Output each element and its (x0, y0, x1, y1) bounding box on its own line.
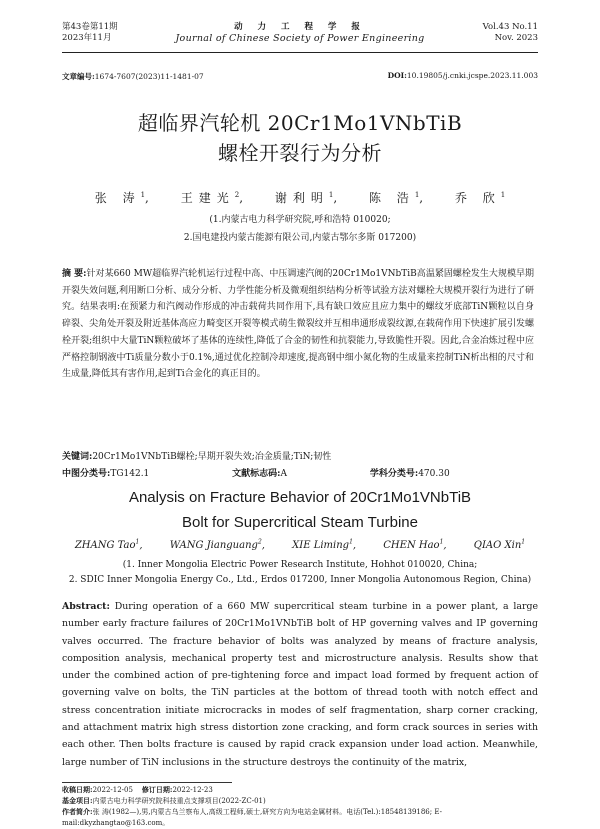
article-number: 文章编号:1674-7607(2023)11-1481-07 (62, 72, 204, 81)
author-en: CHEN Hao$^1$, (383, 539, 447, 552)
title-zh (0, 108, 600, 168)
header-right (483, 22, 538, 44)
journal-name-en: Journal of Chinese Society of Power Engineering (175, 33, 425, 44)
header-divider (62, 52, 538, 53)
journal-name-zh: 动 力 工 程 学 报 (234, 22, 366, 32)
doi[interactable]: DOI:10.19805/j.cnki.jcspe.2023.11.003 (387, 71, 538, 80)
header-center (62, 22, 538, 44)
classification-zh (62, 466, 538, 479)
title-en (0, 485, 600, 535)
document-code: 文献标志码:A (232, 469, 287, 479)
affiliation-zh-1: (1.内蒙古电力科学研究院,呼和浩特 010020; (209, 215, 391, 225)
author-zh: 谢利明$^1$, (274, 191, 344, 205)
abstract-zh-text: 针对某660 MW超临界汽轮机运行过程中高、中压调速汽阀的20Cr1Mo1VNbTiB高温紧固螺栓发生大规模早期开裂失效问题,利用断口分析、成分分析、力学性能分析及微观组织结构分析等试验方法对螺栓大规模开裂行为进行了研究。结果表明:在预紧力和汽阀动作形成的冲击载荷共同作用下,具有缺口效应且应力集中的螺纹牙底部TiN颗粒以自身碎裂、尖角处开裂及附近基体高应力畸变区开裂等模式萌生微裂纹并互相串通形成裂纹源,在载荷作用下快速扩展引发螺栓开裂;组织中大量TiN颗粒破坏了基体的连续性,降低了合金的韧性和抗裂能力,导致脆性开裂。因此,合金冶炼过程中应严格控制钢液中Ti质量分数小于0.1%,通过优化控制冷却速度,提高钢中细小氮化物的生成量来控制TiN析出相的尺寸和生成量,降低其有害作用,起到Ti合金化的真正目的。 (62, 269, 534, 380)
author-en: WANG Jianguang$^2$, (169, 539, 265, 552)
title-en-line1: Analysis on Fracture Behavior of 20Cr1Mo1VNbTiB (128, 489, 472, 506)
authors-en (0, 539, 600, 551)
affiliation-en-1: (1. Inner Mongolia Electric Power Research Institute, Hohhot 010020, China; (122, 560, 478, 570)
author-en: QIAO Xin$^1$ (473, 539, 526, 552)
author-zh: 乔 欣$^1$ (454, 191, 506, 205)
keywords-zh: 关键词:20Cr1Mo1VNbTiB螺栓;早期开裂失效;冶金质量;TiN;韧性 (62, 452, 332, 462)
author-en: XIE Liming$^1$, (292, 539, 357, 552)
footnote-divider (62, 782, 232, 783)
running-header (62, 22, 538, 52)
abstract-zh (62, 266, 534, 383)
author-zh: 王建光$^2$, (180, 191, 250, 205)
volume-en: Vol.43 No.11 (482, 22, 538, 32)
abstract-en-text: During operation of a 660 MW supercritical steam turbine in a power plant, a large number early fracture failures of 20Cr1Mo1VNbTiB bolt of HP governing valves and IP governing valves occurred. The fracture behavior of bolts was analyzed by means of fracture analysis, composition analysis, mechanical property test and microstructure analysis. Results show that under the combined action of pre-tightening force and impact load formed by frequent action of governing valve on bolts, the TiN particles at the bottom of thread tooth with notch effect and stress concentration initiate microcracks in modes of self fragmentation, sharp corner cracking, and attachment matrix high stress distortion zone cracking, and form crack sources in series with each other. Then bolts fracture is caused by rapid crack expansion under load action. Meanwhile, large number of TiN inclusions in the structure destroys the continuity of the matrix, (62, 601, 538, 768)
abstract-en-label: Abstract: (62, 601, 110, 612)
footnote-dates: 收稿日期:2022-12-05 修订日期:2022-12-23 (62, 785, 213, 794)
title-zh-line1: 超临界汽轮机 20Cr1Mo1VNbTiB (137, 111, 463, 135)
author-en: ZHANG Tao$^1$, (74, 539, 143, 552)
affiliation-zh-2: 2.国电建投内蒙古能源有限公司,内蒙古鄂尔多斯 017200) (183, 233, 417, 243)
author-zh: 张 涛$^1$, (94, 191, 155, 205)
date-zh: 2023年11月 (62, 33, 112, 43)
affiliation-en-2: 2. SDIC Inner Mongolia Energy Co., Ltd., Erdos 017200, Inner Mongolia Autonomous Region, China) (68, 575, 532, 585)
abstract-zh-label: 摘 要: (62, 269, 87, 279)
author-zh: 陈 浩$^1$, (368, 191, 430, 205)
date-en: Nov. 2023 (494, 33, 538, 43)
clc-number: 中图分类号:TG142.1 (62, 469, 150, 479)
title-en-line2: Bolt for Supercritical Steam Turbine (182, 514, 418, 531)
volume-zh: 第43卷第11期 (62, 22, 118, 32)
footnote-fund: 基金项目:内蒙古电力科学研究院科技重点支撑项目(2022-ZC-01) (62, 796, 266, 805)
author-email[interactable]: E-mail:dkyzhangtao@163.com。 (62, 808, 442, 827)
subject-code: 学科分类号:470.30 (369, 469, 450, 479)
authors-zh (0, 189, 600, 206)
title-zh-line2: 螺栓开裂行为分析 (218, 141, 382, 165)
footnote-author: 作者简介:张 涛(1982—),男,内蒙古乌兰察布人,高级工程师,硕士,研究方向为电站金属材料。电话(Tel.):18548139186; E-mail:dkyzhangtao@163.com。 (62, 807, 442, 827)
abstract-en (62, 598, 538, 771)
